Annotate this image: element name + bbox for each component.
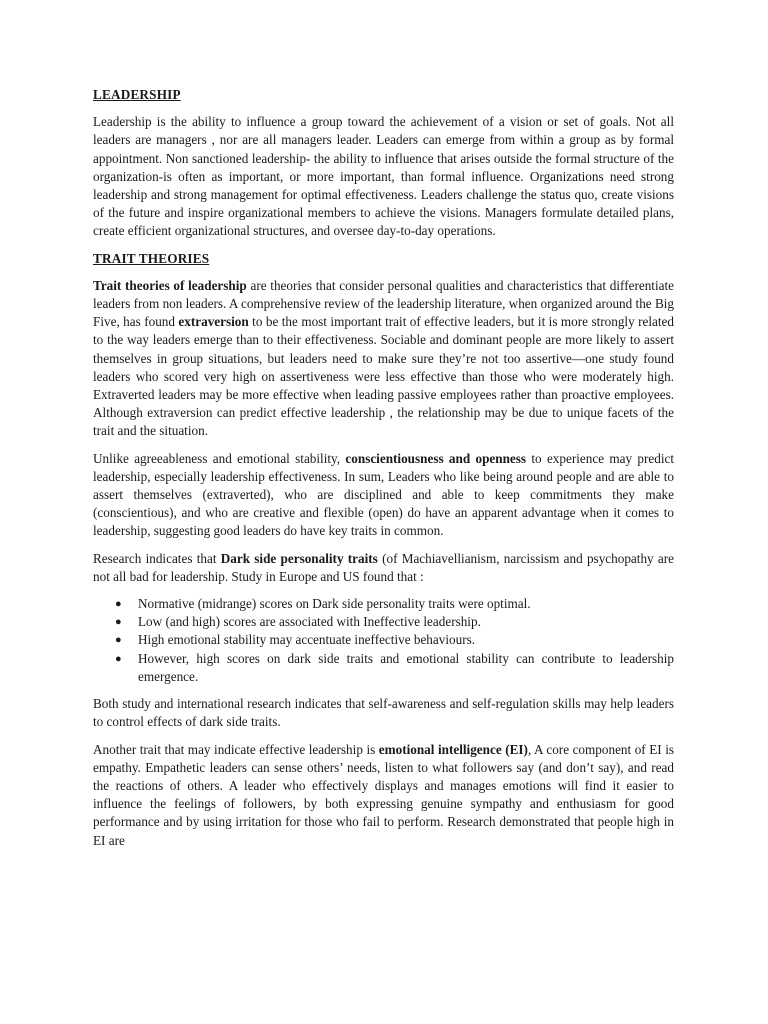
bullet-list-dark-side-findings (93, 595, 674, 686)
paragraph-emotional-intelligence (93, 741, 674, 850)
paragraph-text: (of Machiavellianism, narcissism and psychopathy are not all bad for leadership. Study in Europe and US found that : (93, 550, 674, 584)
paragraph-text: , A core component of EI is empathy. Empathetic leaders can sense others’ needs, listen to what followers say (and don’t say), and read the reactions of others. A leader who effectively displays and manages emotions will find it easier to influence the feelings of followers, by both expressing genuine sympathy and enthusiasm for good performance and by using irritation for those who fail to perform. Research demonstrated that people high in EI are (93, 741, 674, 848)
bold-term-trait-theories: Trait theories of leadership (93, 277, 247, 293)
list-item (93, 631, 674, 649)
list-item-text: However, high scores on dark side traits and emotional stability can contribute to leadership emergence. (138, 650, 674, 684)
paragraph-text: are theories that consider personal qualities and characteristics that differentiate leaders from non leaders. A comprehensive review of the leadership literature, when organized around the Big Five, has found (93, 277, 674, 330)
paragraph-dark-side (93, 550, 674, 586)
bold-term-conscientiousness: conscientiousness and openness (345, 450, 527, 466)
paragraph-conscientiousness (93, 450, 674, 541)
list-item-text: Normative (midrange) scores on Dark side personality traits were optimal. (138, 596, 531, 612)
list-item (93, 613, 674, 631)
bold-term-extraversion: extraversion (178, 314, 249, 330)
list-item (93, 595, 674, 613)
paragraph-trait-theories (93, 277, 674, 441)
document-page (93, 86, 674, 859)
bold-term-emotional-intelligence: emotional intelligence (EI) (378, 741, 528, 757)
paragraph-text: Unlike agreeableness and emotional stability, (93, 450, 346, 466)
list-item (93, 650, 674, 686)
paragraph-leadership-definition: Leadership is the ability to influence a group toward the achievement of a vision or set of goals. Not all leaders are managers , nor are all managers leader. Leaders can emerge from within a group as by formal appointment. Non sanctioned leadership- the ability to influence that arises outside the formal structure of the organization-is often as important, or more important, than formal influence. Organizations need strong leadership and strong management for optimal effectiveness. Leaders challenge the status quo, create visions of the future and inspire organizational members to achieve the visions. Managers formulate detailed plans, create efficient organizational structures, and oversee day-to-day operations. (93, 114, 674, 239)
heading-trait-theories: TRAIT THEORIES (93, 250, 210, 266)
paragraph-text: to be the most important trait of effective leaders, but it is more strongly related to the way leaders emerge than to their effectiveness. Sociable and dominant people are more likely to assert themselves in group situations, but leaders need to make sure they’re not too assertive—one study found leaders who scored very high on assertiveness were less effective than those who were moderately high. Extraverted leaders may be more effective when leading passive employees rather than proactive employees. Although extraversion can predict effective leadership , the relationship may be due to unique facets of the trait and the situation. (93, 314, 674, 439)
bullet-icon: ● (115, 652, 122, 665)
list-item-text: High emotional stability may accentuate ineffective behaviours. (138, 632, 476, 648)
paragraph-text: to experience may predict leadership, especially leadership effectiveness. In sum, Leaders who like being around people and are able to assert themselves (extraverted), who are disciplined and able to keep commitments they make (conscientious), and who are creative and flexible (open) do have an apparent advantage when it comes to leadership, suggesting good leaders do have key traits in common. (93, 450, 675, 539)
bold-term-dark-side: Dark side personality traits (220, 550, 378, 566)
paragraph-text: Research indicates that (93, 550, 221, 566)
bullet-icon: ● (115, 616, 122, 629)
heading-leadership: LEADERSHIP (93, 87, 181, 102)
paragraph-text: Another trait that may indicate effective leadership is (93, 741, 379, 757)
list-item-text: Low (and high) scores are associated with Ineffective leadership. (138, 614, 481, 630)
bullet-icon: ● (115, 598, 122, 611)
bullet-icon: ● (115, 634, 122, 647)
paragraph-self-awareness: Both study and international research indicates that self-awareness and self-regulation skills may help leaders to control effects of dark side traits. (93, 696, 674, 730)
